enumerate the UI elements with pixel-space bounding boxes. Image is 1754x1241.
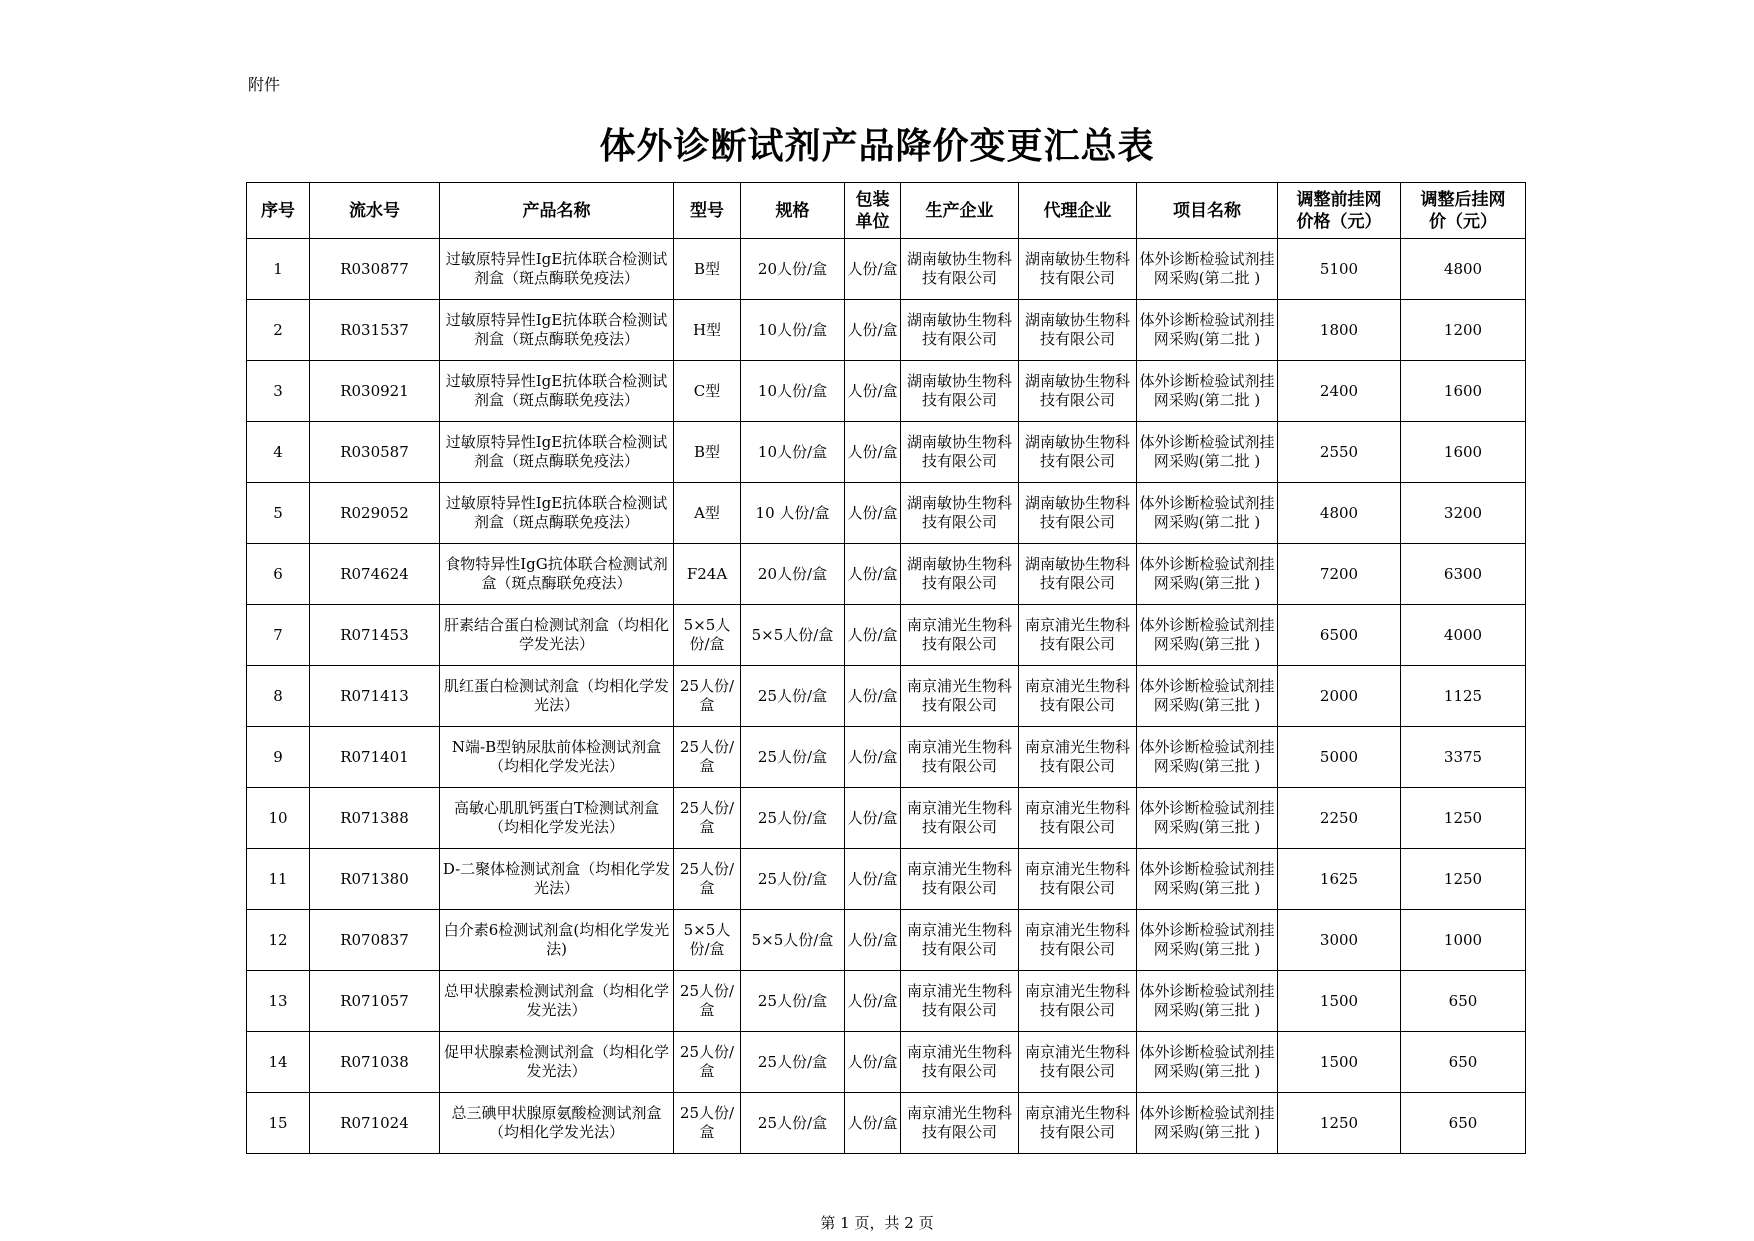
table-cell: R071388 [310,788,440,849]
table-cell: 10 人份/盒 [741,483,845,544]
table-cell: 5×5人份/盒 [741,910,845,971]
table-cell: 体外诊断检验试剂挂网采购(第二批 ) [1137,361,1278,422]
table-cell: 体外诊断检验试剂挂网采购(第二批 ) [1137,300,1278,361]
table-cell: 10人份/盒 [741,422,845,483]
table-cell: 4000 [1401,605,1526,666]
table-cell: B型 [674,239,741,300]
table-cell: 人份/盒 [845,239,901,300]
table-row [247,239,1526,300]
table-cell: 湖南敏协生物科技有限公司 [901,361,1019,422]
table-cell: 人份/盒 [845,300,901,361]
table-cell: 14 [247,1032,310,1093]
table-cell: 1000 [1401,910,1526,971]
table-cell: 过敏原特异性IgE抗体联合检测试剂盒（斑点酶联免疫法） [440,361,674,422]
table-cell: R071401 [310,727,440,788]
table-cell: 15 [247,1093,310,1154]
table-cell: 1800 [1278,300,1401,361]
table-cell: 人份/盒 [845,971,901,1032]
table-cell: 南京浦光生物科技有限公司 [1019,1093,1137,1154]
table-row [247,849,1526,910]
table-cell: 650 [1401,971,1526,1032]
table-cell: R030587 [310,422,440,483]
table-cell: R071380 [310,849,440,910]
table-cell: 体外诊断检验试剂挂网采购(第三批 ) [1137,849,1278,910]
table-cell: 1250 [1401,849,1526,910]
table-cell: 5×5人份/盒 [674,605,741,666]
price-change-table [246,182,1526,1154]
table-cell: 1625 [1278,849,1401,910]
table-cell: 南京浦光生物科技有限公司 [901,1093,1019,1154]
table-row [247,300,1526,361]
table-cell: 10人份/盒 [741,361,845,422]
table-cell: 南京浦光生物科技有限公司 [901,1032,1019,1093]
table-cell: R031537 [310,300,440,361]
table-cell: 人份/盒 [845,910,901,971]
column-header: 流水号 [310,183,440,239]
table-cell: B型 [674,422,741,483]
table-cell: 南京浦光生物科技有限公司 [1019,1032,1137,1093]
column-header: 项目名称 [1137,183,1278,239]
table-cell: 体外诊断检验试剂挂网采购(第三批 ) [1137,544,1278,605]
table-cell: 25人份/盒 [674,1093,741,1154]
table-cell: 过敏原特异性IgE抗体联合检测试剂盒（斑点酶联免疫法） [440,300,674,361]
table-cell: 25人份/盒 [674,849,741,910]
table-cell: H型 [674,300,741,361]
column-header: 型号 [674,183,741,239]
table-cell: 6500 [1278,605,1401,666]
table-cell: 8 [247,666,310,727]
table-cell: 650 [1401,1032,1526,1093]
table-cell: 12 [247,910,310,971]
table-cell: 南京浦光生物科技有限公司 [1019,727,1137,788]
table-cell: 体外诊断检验试剂挂网采购(第二批 ) [1137,239,1278,300]
table-cell: 3375 [1401,727,1526,788]
table-cell: R074624 [310,544,440,605]
table-cell: C型 [674,361,741,422]
table-cell: 2250 [1278,788,1401,849]
table-cell: 体外诊断检验试剂挂网采购(第二批 ) [1137,422,1278,483]
table-row [247,361,1526,422]
table-cell: 体外诊断检验试剂挂网采购(第三批 ) [1137,666,1278,727]
table-row [247,605,1526,666]
table-cell: 人份/盒 [845,788,901,849]
table-cell: 人份/盒 [845,849,901,910]
table-cell: 25人份/盒 [674,788,741,849]
table-cell: 1125 [1401,666,1526,727]
column-header: 调整后挂网 价（元） [1401,183,1526,239]
column-header: 包装 单位 [845,183,901,239]
column-header: 产品名称 [440,183,674,239]
table-cell: 体外诊断检验试剂挂网采购(第三批 ) [1137,910,1278,971]
table-cell: 4 [247,422,310,483]
table-cell: R071057 [310,971,440,1032]
table-cell: 2000 [1278,666,1401,727]
table-cell: 7200 [1278,544,1401,605]
table-cell: 总三碘甲状腺原氨酸检测试剂盒（均相化学发光法） [440,1093,674,1154]
table-cell: 11 [247,849,310,910]
table-cell: 650 [1401,1093,1526,1154]
table-cell: 人份/盒 [845,544,901,605]
table-cell: 南京浦光生物科技有限公司 [901,849,1019,910]
table-cell: R071038 [310,1032,440,1093]
table-cell: 20人份/盒 [741,239,845,300]
table-cell: 1 [247,239,310,300]
table-row [247,1032,1526,1093]
table-cell: 5000 [1278,727,1401,788]
table-cell: 25人份/盒 [674,727,741,788]
table-cell: 总甲状腺素检测试剂盒（均相化学发光法） [440,971,674,1032]
table-cell: 2400 [1278,361,1401,422]
table-cell: 南京浦光生物科技有限公司 [901,666,1019,727]
attachment-label: 附件 [248,75,281,94]
table-cell: 湖南敏协生物科技有限公司 [1019,483,1137,544]
table-cell: 10 [247,788,310,849]
table-body [247,239,1526,1154]
table-row [247,666,1526,727]
table-cell: R030877 [310,239,440,300]
table-cell: R071453 [310,605,440,666]
table-cell: R070837 [310,910,440,971]
table-cell: 促甲状腺素检测试剂盒（均相化学发光法） [440,1032,674,1093]
table-cell: 南京浦光生物科技有限公司 [1019,605,1137,666]
table-cell: 人份/盒 [845,1032,901,1093]
table-header-row [247,183,1526,239]
table-cell: 5×5人份/盒 [674,910,741,971]
table-cell: 南京浦光生物科技有限公司 [1019,788,1137,849]
table-cell: R071413 [310,666,440,727]
table-cell: 3000 [1278,910,1401,971]
table-cell: 10人份/盒 [741,300,845,361]
table-cell: 肌红蛋白检测试剂盒（均相化学发光法） [440,666,674,727]
table-cell: 人份/盒 [845,666,901,727]
table-cell: 南京浦光生物科技有限公司 [1019,971,1137,1032]
table-cell: 南京浦光生物科技有限公司 [901,727,1019,788]
table-row [247,910,1526,971]
table-cell: 南京浦光生物科技有限公司 [1019,666,1137,727]
table-cell: 1600 [1401,361,1526,422]
table-row [247,1093,1526,1154]
table-cell: D-二聚体检测试剂盒（均相化学发光法） [440,849,674,910]
table-row [247,483,1526,544]
table-cell: A型 [674,483,741,544]
table-cell: F24A [674,544,741,605]
table-cell: 过敏原特异性IgE抗体联合检测试剂盒（斑点酶联免疫法） [440,483,674,544]
table-cell: 湖南敏协生物科技有限公司 [1019,422,1137,483]
table-cell: R071024 [310,1093,440,1154]
table-cell: 25人份/盒 [741,849,845,910]
table-row [247,544,1526,605]
table-cell: 7 [247,605,310,666]
table-cell: 肝素结合蛋白检测试剂盒（均相化学发光法） [440,605,674,666]
table-cell: 25人份/盒 [741,727,845,788]
table-cell: 湖南敏协生物科技有限公司 [1019,544,1137,605]
table-cell: 3 [247,361,310,422]
table-cell: 5 [247,483,310,544]
table-cell: 25人份/盒 [674,666,741,727]
table-cell: 人份/盒 [845,422,901,483]
table-cell: 人份/盒 [845,1093,901,1154]
table-cell: 1500 [1278,971,1401,1032]
table-cell: 过敏原特异性IgE抗体联合检测试剂盒（斑点酶联免疫法） [440,422,674,483]
table-cell: 湖南敏协生物科技有限公司 [901,239,1019,300]
page-footer: 第 1 页，共 2 页 [820,1214,934,1232]
table-cell: 体外诊断检验试剂挂网采购(第三批 ) [1137,1093,1278,1154]
column-header: 序号 [247,183,310,239]
table-row [247,971,1526,1032]
table-cell: 体外诊断检验试剂挂网采购(第三批 ) [1137,971,1278,1032]
table-cell: 13 [247,971,310,1032]
table-row [247,727,1526,788]
table-cell: 6 [247,544,310,605]
table-cell: 白介素6检测试剂盒(均相化学发光法) [440,910,674,971]
table-cell: 25人份/盒 [741,788,845,849]
table-cell: 5×5人份/盒 [741,605,845,666]
table-cell: 体外诊断检验试剂挂网采购(第二批 ) [1137,483,1278,544]
table-cell: 4800 [1401,239,1526,300]
table-cell: R029052 [310,483,440,544]
table-cell: 人份/盒 [845,361,901,422]
column-header: 代理企业 [1019,183,1137,239]
page-title: 体外诊断试剂产品降价变更汇总表 [599,126,1155,167]
table-cell: 湖南敏协生物科技有限公司 [901,483,1019,544]
table-cell: 3200 [1401,483,1526,544]
table-cell: 南京浦光生物科技有限公司 [901,788,1019,849]
table-cell: 湖南敏协生物科技有限公司 [901,300,1019,361]
table-cell: 25人份/盒 [741,1093,845,1154]
table-cell: 人份/盒 [845,483,901,544]
column-header: 规格 [741,183,845,239]
table-cell: 人份/盒 [845,727,901,788]
table-cell: 4800 [1278,483,1401,544]
table-cell: 体外诊断检验试剂挂网采购(第三批 ) [1137,1032,1278,1093]
table-cell: 9 [247,727,310,788]
table-cell: 南京浦光生物科技有限公司 [901,910,1019,971]
table-cell: 南京浦光生物科技有限公司 [1019,849,1137,910]
table-row [247,422,1526,483]
table-cell: 食物特异性IgG抗体联合检测试剂盒（斑点酶联免疫法） [440,544,674,605]
table-cell: 湖南敏协生物科技有限公司 [1019,300,1137,361]
table-cell: 过敏原特异性IgE抗体联合检测试剂盒（斑点酶联免疫法） [440,239,674,300]
table-cell: 20人份/盒 [741,544,845,605]
table-row [247,788,1526,849]
table-cell: 25人份/盒 [741,971,845,1032]
table-cell: 南京浦光生物科技有限公司 [901,605,1019,666]
column-header: 调整前挂网 价格（元） [1278,183,1401,239]
table-cell: 5100 [1278,239,1401,300]
table-cell: 体外诊断检验试剂挂网采购(第三批 ) [1137,788,1278,849]
table-cell: 湖南敏协生物科技有限公司 [1019,239,1137,300]
table-cell: 6300 [1401,544,1526,605]
table-cell: 1250 [1278,1093,1401,1154]
table-cell: 人份/盒 [845,605,901,666]
table-cell: R030921 [310,361,440,422]
table-cell: 25人份/盒 [741,1032,845,1093]
table-cell: N端-B型钠尿肽前体检测试剂盒（均相化学发光法） [440,727,674,788]
table-cell: 1500 [1278,1032,1401,1093]
table-cell: 1250 [1401,788,1526,849]
table-cell: 高敏心肌肌钙蛋白T检测试剂盒（均相化学发光法） [440,788,674,849]
table-cell: 25人份/盒 [741,666,845,727]
table-cell: 1600 [1401,422,1526,483]
table-cell: 南京浦光生物科技有限公司 [1019,910,1137,971]
table-cell: 体外诊断检验试剂挂网采购(第三批 ) [1137,605,1278,666]
table-cell: 1200 [1401,300,1526,361]
table-cell: 2550 [1278,422,1401,483]
table-cell: 湖南敏协生物科技有限公司 [1019,361,1137,422]
table-cell: 2 [247,300,310,361]
table-cell: 体外诊断检验试剂挂网采购(第三批 ) [1137,727,1278,788]
table-cell: 25人份/盒 [674,971,741,1032]
table-cell: 25人份/盒 [674,1032,741,1093]
table-cell: 湖南敏协生物科技有限公司 [901,544,1019,605]
table-cell: 南京浦光生物科技有限公司 [901,971,1019,1032]
table-cell: 湖南敏协生物科技有限公司 [901,422,1019,483]
column-header: 生产企业 [901,183,1019,239]
